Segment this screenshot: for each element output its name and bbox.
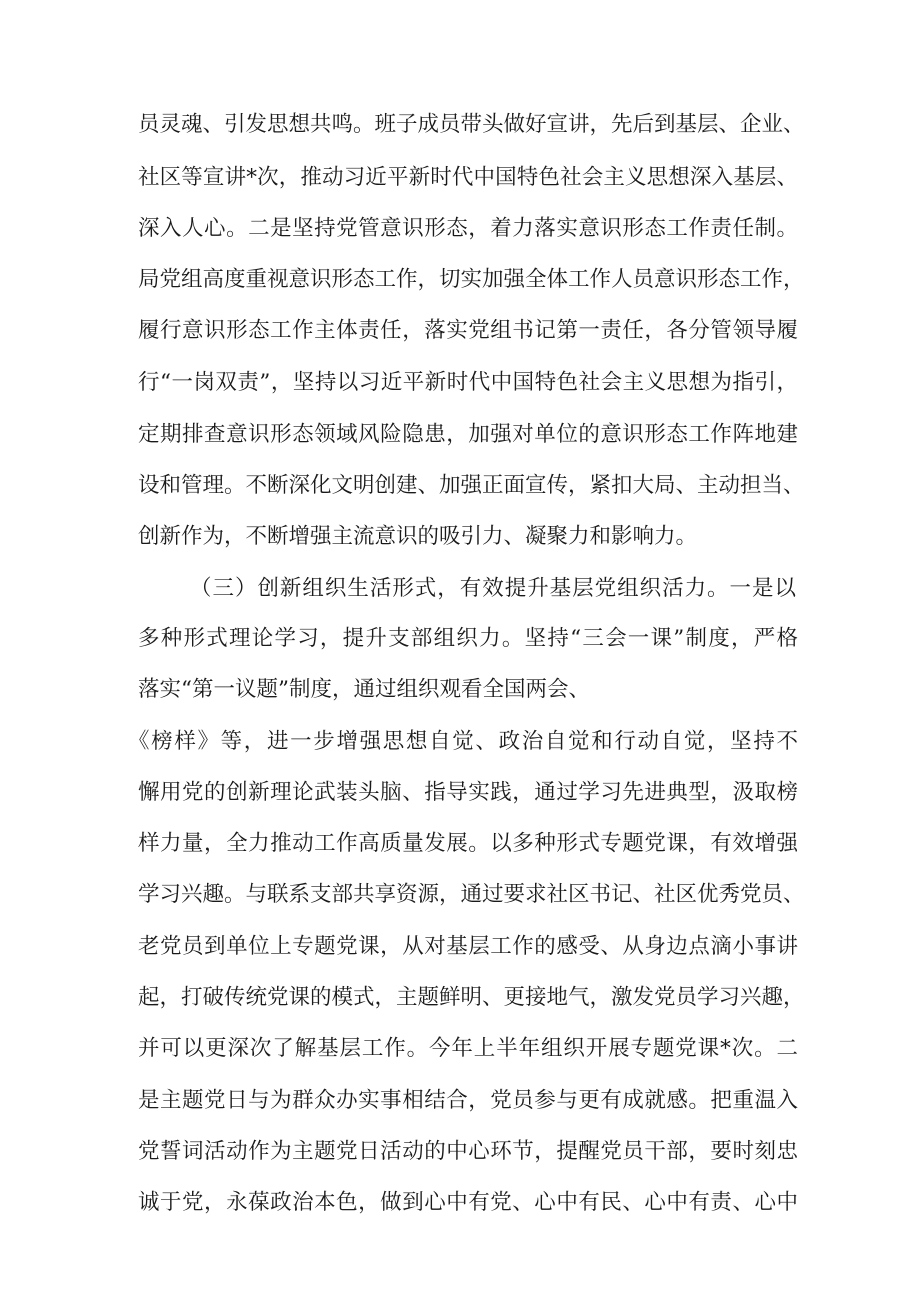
text-line: 是主题党日与为群众办实事相结合，党员参与更有成就感。把重温入 bbox=[138, 1088, 798, 1113]
text-line: 党誓词活动作为主题党日活动的中心环节，提醒党员干部，要时刻忠 bbox=[138, 1139, 798, 1164]
text-line: 样力量，全力推动工作高质量发展。以多种形式专题党课，有效增强 bbox=[138, 831, 798, 856]
text-line: 设和管理。不断深化文明创建、加强正面宣传，紧扣大局、主动担当、 bbox=[138, 473, 805, 498]
text-line: 局党组高度重视意识形态工作，切实加强全体工作人员意识形态工作， bbox=[138, 267, 805, 292]
text-line: 行“一岗双责”，坚持以习近平新时代中国特色社会主义思想为指引， bbox=[138, 370, 798, 395]
text-line: 履行意识形态工作主体责任，落实党组书记第一责任，各分管领导履 bbox=[138, 318, 798, 343]
text-line: 起，打破传统党课的模式，主题鲜明、更接地气，激发党员学习兴趣， bbox=[138, 985, 805, 1010]
text-line: 老党员到单位上专题党课，从对基层工作的感受、从身边点滴小事讲 bbox=[138, 934, 798, 959]
text-line: 《榜样》等，进一步增强思想自觉、政治自觉和行动自觉，坚持不 bbox=[128, 729, 798, 754]
text-line: 多种形式理论学习，提升支部组织力。坚持“三会一课”制度，严格 bbox=[138, 626, 798, 651]
text-line: 社区等宣讲*次，推动习近平新时代中国特色社会主义思想深入基层、 bbox=[138, 165, 798, 190]
text-line: 诚于党，永葆政治本色，做到心中有党、心中有民、心中有责、心中 bbox=[138, 1190, 798, 1215]
text-line: 学习兴趣。与联系支部共享资源，通过要求社区书记、社区优秀党员、 bbox=[138, 882, 805, 907]
text-line: 并可以更深次了解基层工作。今年上半年组织开展专题党课*次。二 bbox=[138, 1036, 798, 1061]
text-line: 落实“第一议题”制度，通过组织观看全国两会、 bbox=[138, 677, 590, 702]
text-line: 深入人心。二是坚持党管意识形态，着力落实意识形态工作责任制。 bbox=[138, 216, 798, 241]
text-line: 懈用党的创新理论武装头脑、指导实践，通过学习先进典型，汲取榜 bbox=[138, 780, 798, 805]
section-heading-line: （三）创新组织生活形式，有效提升基层党组织活力。一是以 bbox=[190, 576, 796, 601]
text-line: 定期排查意识形态领域风险隐患，加强对单位的意识形态工作阵地建 bbox=[138, 422, 798, 447]
text-line: 员灵魂、引发思想共鸣。班子成员带头做好宣讲，先后到基层、企业、 bbox=[138, 112, 805, 137]
text-line: 创新作为，不断增强主流意识的吸引力、凝聚力和影响力。 bbox=[138, 524, 698, 549]
